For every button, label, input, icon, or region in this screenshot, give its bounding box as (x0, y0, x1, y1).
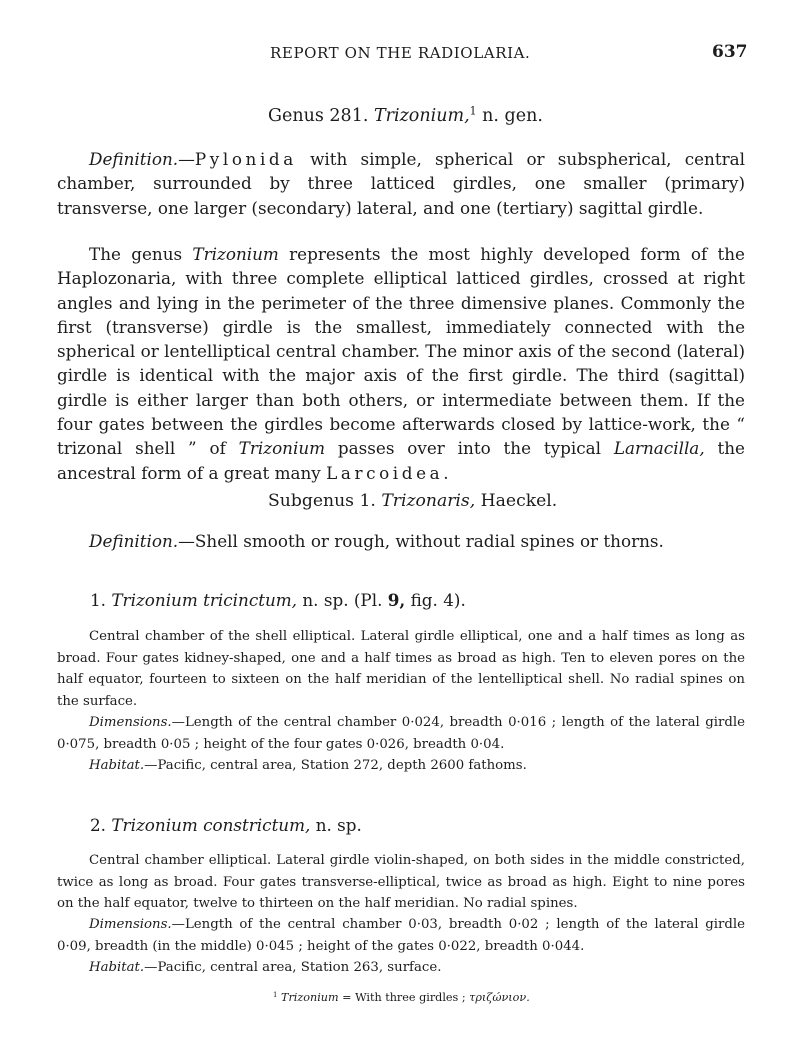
footnote (273, 991, 530, 1004)
figure-reference: fig. 4). (405, 590, 466, 610)
habitat-label: Habitat. (89, 960, 145, 975)
habitat-text: —Pacific, central area, Station 263, surface. (144, 960, 442, 975)
species-dimensions-1 (57, 712, 745, 755)
description-text-4: the ancestral form of a great many (57, 438, 745, 483)
definition-label: Definition. (89, 149, 179, 169)
species-heading-1 (90, 590, 466, 610)
description-text-2: represents the most highly developed form of the Haplozonaria, with three complete elliptical latticed girdles, crossed at right angles and lying in the perimeter of the three dimensive planes. Commonly the first (transverse) girdle is the smallest, immediately connected with the spherical or lentelliptical central chamber. The minor axis of the second (lateral) girdle is identical with the major axis of the first girdle. The third (sagittal) girdle is either larger than both others, or intermediate between them. If the four gates between the girdles become afterwards closed by lattice-work, the “ trizonal shell ” of (57, 244, 745, 459)
species-number: 1. (90, 590, 112, 610)
species-description-1: Central chamber of the shell elliptical. Lateral girdle elliptical, one and a half times as long as broad. Four gates kidney-shaped, one and a half times as broad as high. Ten to eleven pores on the half equator, fourteen to sixteen on the half meridian of the lentelliptical shell. No radial spines on the surface. (57, 629, 745, 709)
subgenus-suffix: Haeckel. (475, 491, 558, 511)
description-text-3: passes over into the typical (325, 438, 614, 459)
description-genus-name-2: Trizonium (238, 438, 326, 459)
subgenus-definition-label: Definition. (89, 531, 179, 551)
habitat-label: Habitat. (89, 758, 145, 773)
species-name: Trizonium tricinctum, (111, 590, 298, 610)
footnote-text: = With three girdles ; (338, 991, 470, 1004)
species-name: Trizonium constrictum, (111, 815, 311, 835)
definition-dash: — (178, 149, 195, 169)
species-number: 2. (90, 815, 112, 835)
habitat-text: —Pacific, central area, Station 272, depth 2600 fathoms. (144, 758, 527, 773)
description-group: Larcoidea (326, 462, 444, 483)
description-text-1: The genus (89, 244, 193, 264)
description-larnacilla: Larnacilla, (613, 438, 705, 459)
running-header: REPORT ON THE RADIOLARIA. (270, 44, 531, 62)
genus-prefix: Genus 281. (268, 106, 374, 126)
genus-name: Trizonium, (373, 106, 470, 126)
genus-description (57, 242, 745, 485)
species-description-2: Central chamber elliptical. Lateral girdle violin-shaped, on both sides in the middle constricted, twice as long as broad. Four gates transverse-elliptical, twice as broad as high. Eight to nine pores on the half equator, twelve to thirteen on the half meridian. No radial spines. (57, 853, 745, 911)
footnote-marker: 1 (469, 104, 477, 118)
species-heading-2 (90, 815, 362, 835)
species-suffix: n. sp. (Pl. (297, 590, 388, 610)
genus-heading (268, 106, 543, 126)
footnote-mark: 1 (273, 990, 278, 999)
species-suffix: n. sp. (310, 815, 362, 835)
subgenus-prefix: Subgenus 1. (268, 491, 382, 511)
definition-text: with simple, spherical or subspherical, central chamber, surrounded by three latticed girdles, one smaller (primary) transverse, one larger (secondary) lateral, and one (tertiary) sagittal girdle. (57, 149, 745, 218)
footnote-term: Trizonium (280, 991, 339, 1004)
species-habitat-1 (57, 755, 745, 777)
genus-definition (57, 147, 745, 220)
footnote-greek: τριζώνιον. (469, 991, 530, 1004)
subgenus-heading (268, 491, 557, 511)
genus-suffix: n. gen. (476, 106, 543, 126)
definition-group: Pylonida (194, 149, 297, 169)
species-habitat-2 (57, 957, 745, 979)
dimensions-label: Dimensions. (89, 715, 172, 730)
page-number: 637 (712, 42, 748, 62)
species-dimensions-2 (57, 914, 745, 957)
plate-number: 9, (387, 590, 406, 610)
subgenus-name: Trizonaris, (381, 491, 476, 511)
dimensions-label: Dimensions. (89, 917, 172, 932)
dimensions-text: —Length of the central chamber 0·03, breadth 0·02 ; length of the lateral girdle 0·09, breadth (in the middle) 0·045 ; height of the gates 0·022, breadth 0·044. (57, 917, 745, 954)
subgenus-definition (57, 529, 745, 553)
description-genus-name: Trizonium (192, 244, 279, 264)
description-text-5: . (443, 462, 449, 483)
subgenus-definition-text: —Shell smooth or rough, without radial spines or thorns. (178, 531, 664, 551)
dimensions-text: —Length of the central chamber 0·024, breadth 0·016 ; length of the lateral girdle 0·075, breadth 0·05 ; height of the four gates 0·026, breadth 0·04. (57, 715, 745, 752)
